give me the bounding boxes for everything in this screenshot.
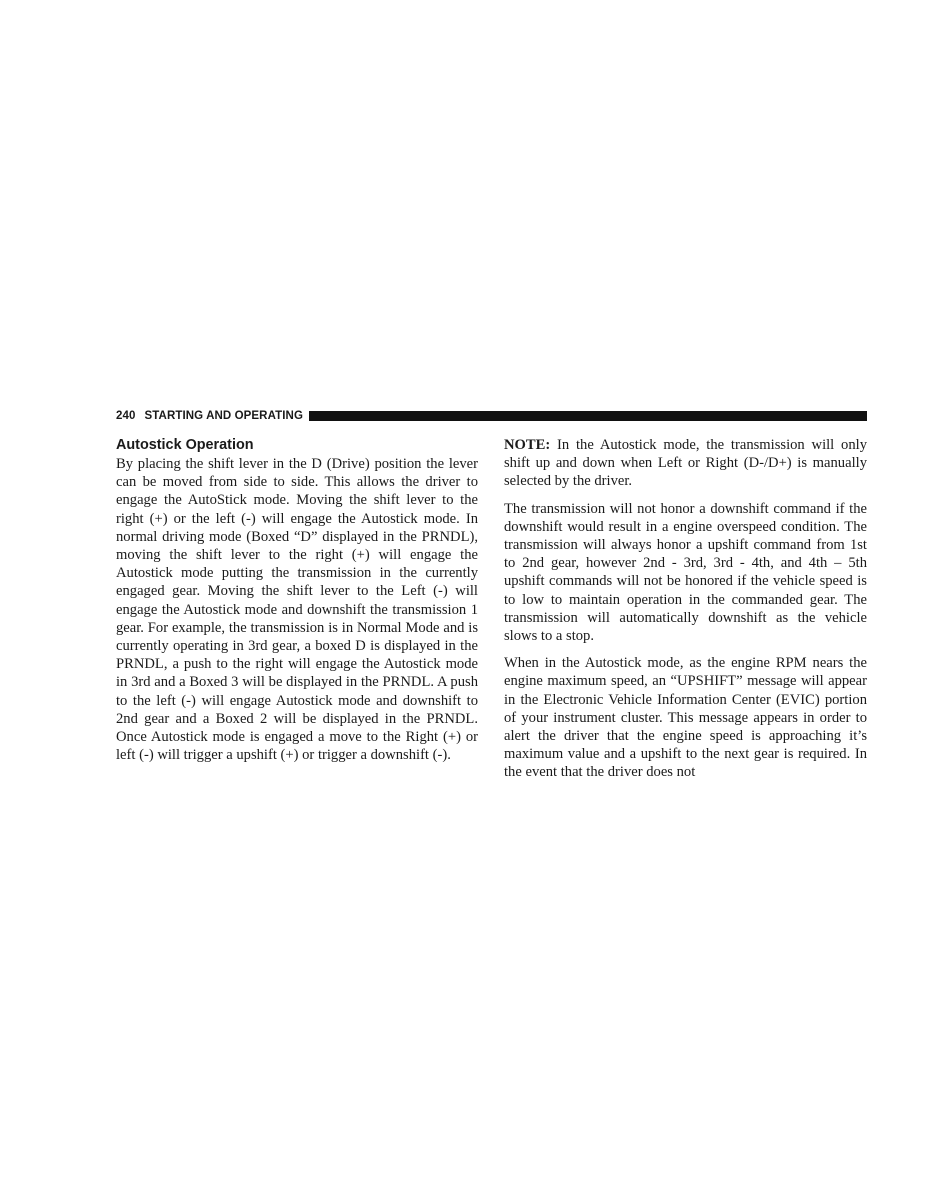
header-rule: [309, 411, 867, 421]
note-paragraph: [504, 436, 867, 491]
page-number: 240: [116, 410, 136, 422]
autostick-operation-heading: Autostick Operation: [116, 437, 254, 453]
page-header: [116, 409, 867, 423]
note-text: In the Autostick mode, the transmission will only shift up and down when Left or Right (D-/D+) is manually selected by the driver.: [504, 437, 867, 490]
downshift-paragraph: The transmission will not honor a downshift command if the downshift would result in a engine overspeed condition. The transmission will always honor a upshift command from 1st to 2nd gear, however 2nd - 3rd, 3rd - 4th, and 4th – 5th upshift commands will not be honored if the vehicle speed is to low to maintain operation in the commanded gear. The transmission will automatically downshift as the vehicle slows to a stop.: [504, 500, 867, 645]
upshift-message-paragraph: When in the Autostick mode, as the engine RPM nears the engine maximum speed, an “UPSHIFT” message will appear in the Electronic Vehicle Information Center (EVIC) portion of your instrument cluster. This message appears in order to alert the driver that the engine speed is approaching it’s maximum value and a upshift to the next gear is required. In the event that the driver does not: [504, 655, 867, 781]
autostick-paragraph: By placing the shift lever in the D (Drive) position the lever can be moved from side to side. This allows the driver to engage the AutoStick mode. Moving the shift lever to the right (+) or the left (-) will engage the Autostick mode. In normal driving mode (Boxed “D” displayed in the PRNDL), moving the shift lever to the right (+) will engage the Autostick mode putting the transmission in the currently engaged gear. Moving the shift lever to the Left (-) will engage the Autostick mode and downshift the transmission 1 gear. For example, the transmission is in Normal Mode and is currently operating in 3rd gear, a boxed D is displayed in the PRNDL, a push to the right will engage the Autostick mode in 3rd and a Boxed 3 will be displayed in the PRNDL. A push to the left (-) will engage Autostick mode and downshift to 2nd gear and a Boxed 2 will be displayed in the PRNDL. Once Autostick mode is engaged a move to the Right (+) or left (-) will trigger a upshift (+) or trigger a downshift (-).: [116, 456, 478, 764]
section-title: STARTING AND OPERATING: [144, 410, 304, 422]
left-column: [116, 436, 478, 764]
note-label: NOTE:: [504, 437, 551, 453]
right-column: [504, 436, 867, 782]
